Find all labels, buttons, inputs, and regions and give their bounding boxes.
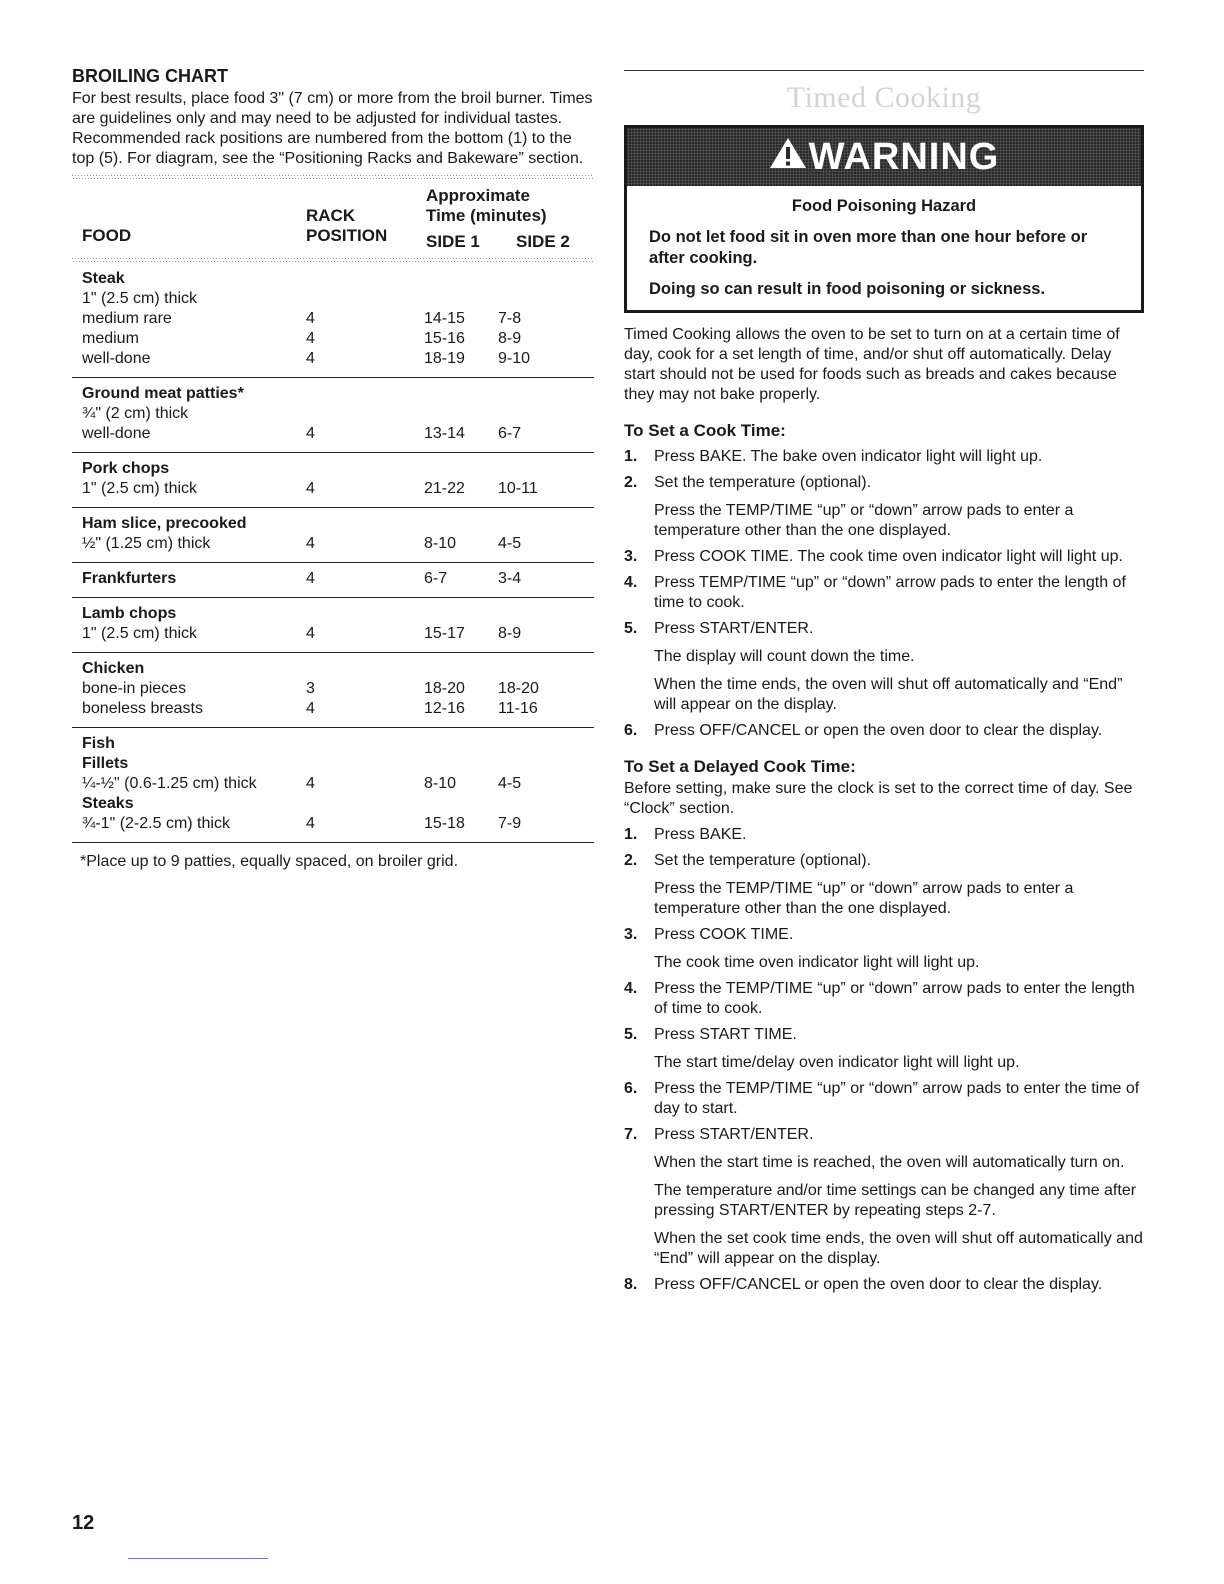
side2-cell: [498, 754, 578, 774]
table-row: [82, 624, 594, 644]
step-detail: The cook time oven indicator light will light up.: [654, 954, 980, 971]
step-detail: The display will count down the time.: [654, 648, 915, 665]
step-text: Press START/ENTER.: [654, 1126, 814, 1143]
step-number: 1.: [624, 448, 638, 465]
rack-cell: [306, 459, 424, 479]
table-row: [82, 329, 594, 349]
rack-cell: 4: [306, 480, 315, 497]
rack-cell: 3: [306, 680, 315, 697]
step-text: Press the TEMP/TIME “up” or “down” arrow pads to enter the time of day to start.: [654, 1080, 1140, 1117]
header-approximate: Approximate: [426, 186, 530, 205]
step-item: [624, 1275, 1144, 1295]
food-cell: medium rare: [82, 310, 172, 327]
rack-cell: 4: [306, 570, 315, 587]
side2-cell: [498, 659, 578, 679]
side2-cell: 11-16: [498, 700, 538, 717]
side1-cell: 15-16: [424, 330, 465, 347]
step-number: 6.: [624, 1080, 638, 1097]
rack-cell: [306, 384, 424, 404]
side1-cell: [424, 384, 498, 404]
safety-alert-icon: [769, 136, 807, 179]
food-cell: well-done: [82, 425, 151, 442]
side2-cell: 8-9: [498, 625, 522, 642]
rack-cell: [306, 794, 424, 814]
side1-cell: [424, 514, 498, 534]
side1-cell: 12-16: [424, 700, 465, 717]
step-detail: When the time ends, the oven will shut off automatically and “End” will appear on the display.: [654, 676, 1123, 713]
side2-cell: [498, 794, 578, 814]
step-item: [624, 619, 1144, 715]
side2-cell: 7-8: [498, 310, 522, 327]
step-item: [624, 1125, 1144, 1269]
side2-cell: 8-9: [498, 330, 522, 347]
step-item: [624, 473, 1144, 541]
step-number: 2.: [624, 474, 638, 491]
side2-cell: [498, 514, 578, 534]
side1-cell: [424, 604, 498, 624]
hazard-title: Food Poisoning Hazard: [791, 197, 977, 215]
side1-cell: [424, 269, 498, 289]
table-row: [82, 604, 594, 624]
rack-cell: [306, 734, 424, 754]
section-divider: [624, 70, 1144, 71]
warning-banner: [627, 128, 1141, 186]
header-time: Time (minutes): [426, 206, 547, 225]
table-row: [82, 679, 594, 699]
timed-cooking-section: [624, 70, 1144, 1295]
food-cell: ¼-½" (0.6-1.25 cm) thick: [82, 775, 257, 792]
table-row: [82, 514, 594, 534]
rack-cell: [306, 289, 424, 309]
step-number: 8.: [624, 1276, 638, 1293]
food-group: [72, 563, 594, 598]
side2-cell: 4-5: [498, 535, 522, 552]
food-cell: Lamb chops: [82, 605, 177, 622]
table-row: [82, 459, 594, 479]
side2-cell: [498, 734, 578, 754]
food-cell: Steaks: [82, 795, 134, 812]
step-number: 3.: [624, 548, 638, 565]
table-row: [82, 384, 594, 404]
food-cell: ¾-1" (2-2.5 cm) thick: [82, 815, 230, 832]
food-group: [72, 508, 594, 563]
header-food: FOOD: [82, 226, 132, 245]
table-row: [82, 774, 594, 794]
side1-cell: [424, 289, 498, 309]
side1-cell: 18-19: [424, 350, 465, 367]
step-number: 5.: [624, 1026, 638, 1043]
food-cell: 1" (2.5 cm) thick: [82, 290, 198, 307]
food-cell: medium: [82, 330, 139, 347]
side1-cell: 8-10: [424, 775, 457, 792]
step-item: [624, 547, 1144, 567]
rack-cell: 4: [306, 700, 315, 717]
step-number: 4.: [624, 980, 638, 997]
side1-cell: [424, 754, 498, 774]
header-side1: SIDE 1: [426, 232, 480, 251]
side2-cell: [498, 404, 578, 424]
step-item: [624, 447, 1144, 467]
side1-cell: 13-14: [424, 425, 465, 442]
table-row: [82, 734, 594, 754]
step-number: 3.: [624, 926, 638, 943]
step-item: [624, 825, 1144, 845]
header-rack: RACK: [306, 206, 356, 225]
chart-footnote: *Place up to 9 patties, equally spaced, on broiler grid.: [80, 853, 459, 870]
step-number: 7.: [624, 1126, 638, 1143]
header-side2: SIDE 2: [516, 232, 570, 251]
table-row: [82, 699, 594, 719]
table-row: [82, 424, 594, 444]
delayed-steps: [624, 825, 1144, 1295]
side1-cell: 18-20: [424, 680, 465, 697]
side1-cell: [424, 734, 498, 754]
warning-line-2: Doing so can result in food poisoning or sickness.: [649, 280, 1046, 298]
cook-time-steps: [624, 447, 1144, 741]
step-detail: When the set cook time ends, the oven will shut off automatically and “End” will appear on the display.: [654, 1230, 1143, 1267]
cook-time-heading: To Set a Cook Time:: [624, 421, 786, 440]
step-text: Press COOK TIME.: [654, 926, 794, 943]
step-detail: When the start time is reached, the oven will automatically turn on.: [654, 1154, 1125, 1171]
side2-cell: [498, 289, 578, 309]
rack-cell: 4: [306, 310, 315, 327]
side1-cell: [424, 404, 498, 424]
step-item: [624, 573, 1144, 613]
side1-cell: 14-15: [424, 310, 465, 327]
step-number: 4.: [624, 574, 638, 591]
side1-cell: [424, 794, 498, 814]
warning-body: [627, 186, 1141, 310]
timed-intro: Timed Cooking allows the oven to be set to turn on at a certain time of day, cook for a set length of time, and/or shut off automatically. Delay start should not be used for foods such as breads and cakes because they may not bake properly.: [624, 326, 1120, 403]
food-cell: 1" (2.5 cm) thick: [82, 480, 198, 497]
step-detail: Press the TEMP/TIME “up” or “down” arrow pads to enter a temperature other than the one displayed.: [654, 502, 1074, 539]
rack-cell: [306, 604, 424, 624]
rack-cell: [306, 659, 424, 679]
timed-cooking-title: Timed Cooking: [786, 81, 982, 114]
rack-cell: [306, 754, 424, 774]
food-cell: Steak: [82, 270, 125, 287]
table-row: [82, 814, 594, 834]
food-cell: Fish: [82, 735, 115, 752]
delayed-heading: To Set a Delayed Cook Time:: [624, 757, 856, 776]
side1-cell: 6-7: [424, 570, 448, 587]
broiling-intro: For best results, place food 3" (7 cm) or more from the broil burner. Times are guidelines only and may need to be adjusted for individual tastes. Recommended rack positions are numbered from the bottom (1) to the top (5). For diagram, see the “Positioning Racks and Bakeware” section.: [72, 90, 593, 167]
step-text: Press START TIME.: [654, 1026, 797, 1043]
side2-cell: 18-20: [498, 680, 539, 697]
step-text: Press BAKE. The bake oven indicator light will light up.: [654, 448, 1043, 465]
table-row: [82, 289, 594, 309]
step-number: 5.: [624, 620, 638, 637]
side1-cell: 8-10: [424, 535, 457, 552]
step-item: [624, 925, 1144, 973]
rack-cell: 4: [306, 350, 315, 367]
broiling-chart-title: BROILING CHART: [72, 66, 228, 86]
rack-cell: [306, 404, 424, 424]
side1-cell: 15-17: [424, 625, 465, 642]
step-detail: The start time/delay oven indicator light will light up.: [654, 1054, 1020, 1071]
step-text: Press OFF/CANCEL or open the oven door to clear the display.: [654, 1276, 1103, 1293]
food-group: [72, 728, 594, 843]
side2-cell: [498, 384, 578, 404]
step-item: [624, 721, 1144, 741]
step-text: Press BAKE.: [654, 826, 747, 843]
side1-cell: [424, 659, 498, 679]
food-cell: Ham slice, precooked: [82, 515, 247, 532]
side2-cell: 4-5: [498, 775, 522, 792]
step-item: [624, 851, 1144, 919]
food-cell: Chicken: [82, 660, 145, 677]
rack-cell: 4: [306, 425, 315, 442]
step-number: 6.: [624, 722, 638, 739]
side2-cell: [498, 459, 578, 479]
step-text: Press the TEMP/TIME “up” or “down” arrow pads to enter the length of time to cook.: [654, 980, 1135, 1017]
step-number: 1.: [624, 826, 638, 843]
food-cell: Pork chops: [82, 460, 170, 477]
header-position: POSITION: [306, 226, 388, 245]
food-group: [72, 263, 594, 378]
side2-cell: 9-10: [498, 350, 531, 367]
step-item: [624, 1079, 1144, 1119]
step-detail: Press the TEMP/TIME “up” or “down” arrow pads to enter a temperature other than the one displayed.: [654, 880, 1074, 917]
food-cell: Fillets: [82, 755, 129, 772]
step-text: Press TEMP/TIME “up” or “down” arrow pads to enter the length of time to cook.: [654, 574, 1126, 611]
food-cell: well-done: [82, 350, 151, 367]
table-row: [82, 349, 594, 369]
step-item: [624, 979, 1144, 1019]
rack-cell: 4: [306, 815, 315, 832]
table-row: [82, 479, 594, 499]
food-cell: bone-in pieces: [82, 680, 187, 697]
food-cell: Frankfurters: [82, 570, 177, 587]
side1-cell: 15-18: [424, 815, 465, 832]
rack-cell: 4: [306, 535, 315, 552]
step-number: 2.: [624, 852, 638, 869]
page-number: 12: [72, 1512, 95, 1534]
table-row: [82, 404, 594, 424]
delayed-intro: Before setting, make sure the clock is set to the correct time of day. See “Clock” section.: [624, 780, 1133, 817]
side2-cell: 6-7: [498, 425, 522, 442]
table-row: [82, 534, 594, 554]
food-group: [72, 378, 594, 453]
food-cell: ½" (1.25 cm) thick: [82, 535, 211, 552]
warning-line-1: Do not let food sit in oven more than one hour before or after cooking.: [649, 228, 1088, 267]
side2-cell: 10-11: [498, 480, 538, 497]
step-text: Press OFF/CANCEL or open the oven door to clear the display.: [654, 722, 1103, 739]
table-row: [82, 309, 594, 329]
table-row: [82, 269, 594, 289]
warning-label: [769, 136, 1000, 179]
step-text: Set the temperature (optional).: [654, 852, 872, 869]
warning-word: WARNING: [808, 135, 1000, 178]
side2-cell: 3-4: [498, 570, 522, 587]
step-text: Press START/ENTER.: [654, 620, 814, 637]
warning-box: [624, 125, 1144, 313]
table-row: [82, 659, 594, 679]
side2-cell: [498, 604, 578, 624]
footer-line: [128, 1558, 268, 1559]
food-cell: boneless breasts: [82, 700, 203, 717]
step-text: Press COOK TIME. The cook time oven indicator light will light up.: [654, 548, 1123, 565]
rack-cell: 4: [306, 330, 315, 347]
rack-cell: 4: [306, 775, 315, 792]
broiling-chart-section: [72, 66, 594, 871]
side2-cell: [498, 269, 578, 289]
table-row: [82, 794, 594, 814]
side1-cell: [424, 459, 498, 479]
food-group: [72, 598, 594, 653]
food-cell: Ground meat patties*: [82, 385, 244, 402]
food-cell: ¾" (2 cm) thick: [82, 405, 189, 422]
rack-cell: [306, 514, 424, 534]
step-detail: The temperature and/or time settings can be changed any time after pressing START/ENTER by repeating steps 2-7.: [654, 1182, 1137, 1219]
chart-body: [72, 263, 594, 843]
table-row: [82, 569, 594, 589]
table-row: [82, 754, 594, 774]
side2-cell: 7-9: [498, 815, 522, 832]
step-item: [624, 1025, 1144, 1073]
step-text: Set the temperature (optional).: [654, 474, 872, 491]
rack-cell: 4: [306, 625, 315, 642]
rack-cell: [306, 269, 424, 289]
food-cell: 1" (2.5 cm) thick: [82, 625, 198, 642]
side1-cell: 21-22: [424, 480, 465, 497]
chart-header: [72, 180, 594, 258]
food-group: [72, 653, 594, 728]
food-group: [72, 453, 594, 508]
